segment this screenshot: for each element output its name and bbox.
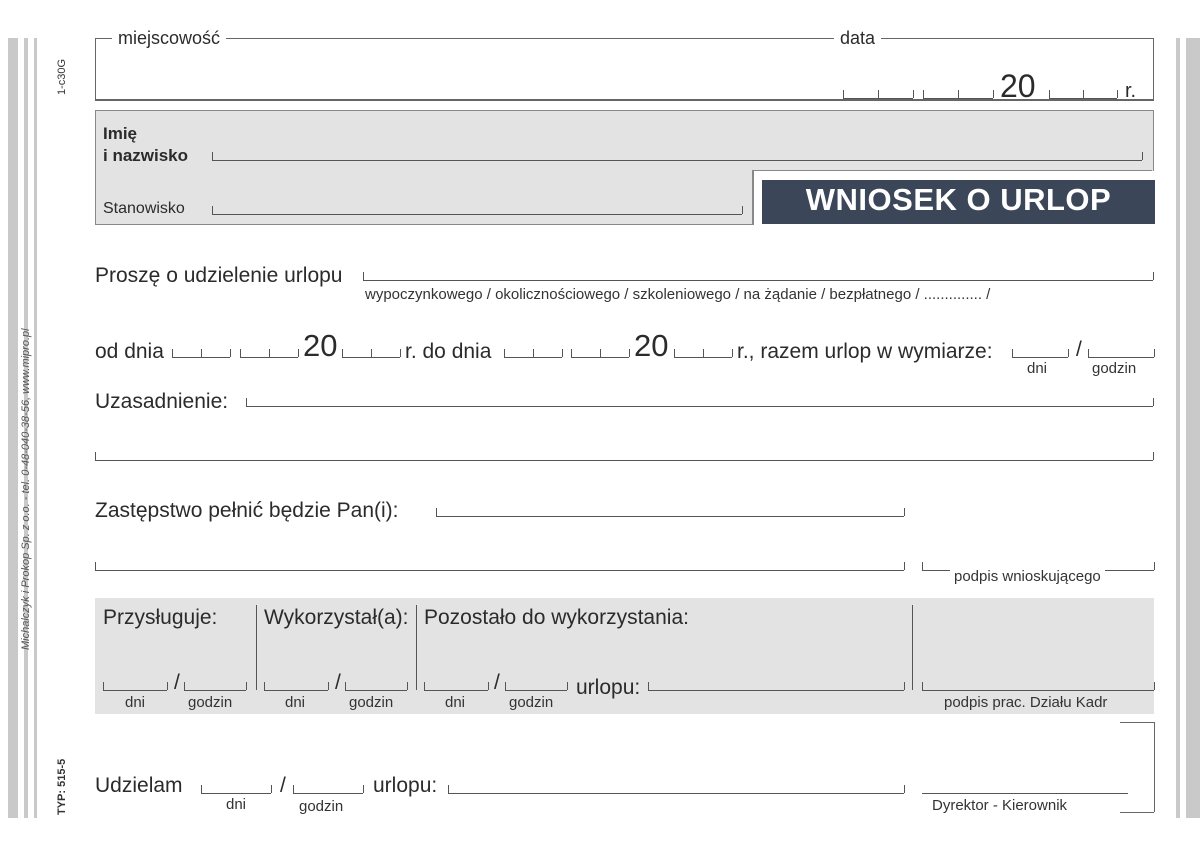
substitute-field-2[interactable] <box>95 570 904 571</box>
remaining-leave-label: urlopu: <box>576 676 641 699</box>
date-year-field[interactable] <box>1049 98 1117 99</box>
from-label: od dnia <box>95 340 164 363</box>
date-label: data <box>834 28 881 49</box>
to-month-field[interactable] <box>571 357 629 358</box>
applicant-signature-label: podpis wnioskującego <box>950 568 1105 585</box>
position-label: Stanowisko <box>103 200 185 217</box>
to-day-field[interactable] <box>504 357 562 358</box>
name-label-2: i nazwisko <box>103 146 189 165</box>
date-day-field[interactable] <box>843 98 913 99</box>
remaining-leave-field[interactable] <box>648 690 904 691</box>
total-label: r., razem urlop w wymiarze: <box>737 340 993 363</box>
justification-label: Uzasadnienie: <box>95 390 229 413</box>
hr-signature-label: podpis prac. Działu Kadr <box>944 694 1108 711</box>
form-type: TYP: 515-5 <box>56 758 68 815</box>
name-field[interactable] <box>212 160 1142 161</box>
to-year-prefix: 20 <box>634 328 669 363</box>
substitute-field-1[interactable] <box>436 516 904 517</box>
date-year-prefix: 20 <box>1000 68 1036 104</box>
to-year-field[interactable] <box>674 357 732 358</box>
remaining-hours-field[interactable] <box>505 690 567 691</box>
grant-leave-label: urlopu: <box>373 774 438 797</box>
from-day-field[interactable] <box>172 357 230 358</box>
grant-days-field[interactable] <box>201 793 271 794</box>
remaining-label: Pozostało do wykorzystania: <box>424 606 689 629</box>
position-field[interactable] <box>212 214 742 215</box>
margin-stripe <box>8 38 18 818</box>
grant-hours-field[interactable] <box>293 793 363 794</box>
used-hours-field[interactable] <box>345 690 407 691</box>
remaining-slash: / <box>494 671 500 694</box>
margin-stripe <box>1176 38 1180 818</box>
entitled-days-label: dni <box>125 694 146 711</box>
used-hours-label: godzin <box>349 694 394 711</box>
entitled-hours-label: godzin <box>188 694 233 711</box>
from-year-field[interactable] <box>342 357 400 358</box>
place-label: miejscowość <box>112 28 226 49</box>
substitute-label: Zastępstwo pełnić będzie Pan(i): <box>95 499 399 522</box>
grant-days-label: dni <box>226 796 247 813</box>
form-code: 1-c30G <box>56 58 68 95</box>
total-days-label: dni <box>1027 360 1048 377</box>
leave-type-field[interactable] <box>363 280 1153 281</box>
margin-stripe <box>1186 38 1200 818</box>
remaining-hours-label: godzin <box>509 694 554 711</box>
request-label: Proszę o udzielenie urlopu <box>95 264 343 287</box>
position-box <box>95 170 754 225</box>
leave-type-options: wypoczynkowego / okolicznościowego / szkoleniowego / na żądanie / bezpłatnego / .............. / <box>365 286 991 303</box>
hr-signature-field[interactable] <box>922 690 1154 691</box>
total-slash: / <box>1076 338 1082 361</box>
header-box <box>95 38 1154 101</box>
publisher-info: Michalczyk i Prokop Sp. z o.o. - tel. 0-48-040-38-56, www.mipro.pl <box>20 328 32 650</box>
grant-label: Udzielam <box>95 774 183 797</box>
date-year-suffix: r. <box>1125 80 1137 102</box>
entitled-days-field[interactable] <box>103 690 167 691</box>
total-hours-label: godzin <box>1092 360 1137 377</box>
entitled-label: Przysługuje: <box>103 606 218 629</box>
remaining-days-label: dni <box>445 694 466 711</box>
from-year-prefix: 20 <box>303 328 338 363</box>
total-days-field[interactable] <box>1012 357 1068 358</box>
grant-slash: / <box>280 774 286 797</box>
margin-stripe <box>34 38 37 818</box>
justification-field-2[interactable] <box>95 460 1153 461</box>
grant-leave-field[interactable] <box>448 793 904 794</box>
date-month-field[interactable] <box>923 98 993 99</box>
page-title: WNIOSEK O URLOP <box>805 182 1112 217</box>
person-box <box>95 110 1154 171</box>
total-hours-field[interactable] <box>1088 357 1154 358</box>
remaining-days-field[interactable] <box>424 690 488 691</box>
to-label: r. do dnia <box>405 340 492 363</box>
used-slash: / <box>335 671 341 694</box>
entitled-hours-field[interactable] <box>184 690 246 691</box>
director-label: Dyrektor - Kierownik <box>932 797 1068 814</box>
used-label: Wykorzystał(a): <box>264 606 409 629</box>
used-days-field[interactable] <box>264 690 328 691</box>
grant-hours-label: godzin <box>299 798 344 815</box>
justification-field-1[interactable] <box>246 406 1153 407</box>
from-month-field[interactable] <box>240 357 298 358</box>
director-signature-field[interactable] <box>922 793 1128 794</box>
entitled-slash: / <box>174 671 180 694</box>
used-days-label: dni <box>285 694 306 711</box>
name-label-1: Imię <box>103 124 138 143</box>
